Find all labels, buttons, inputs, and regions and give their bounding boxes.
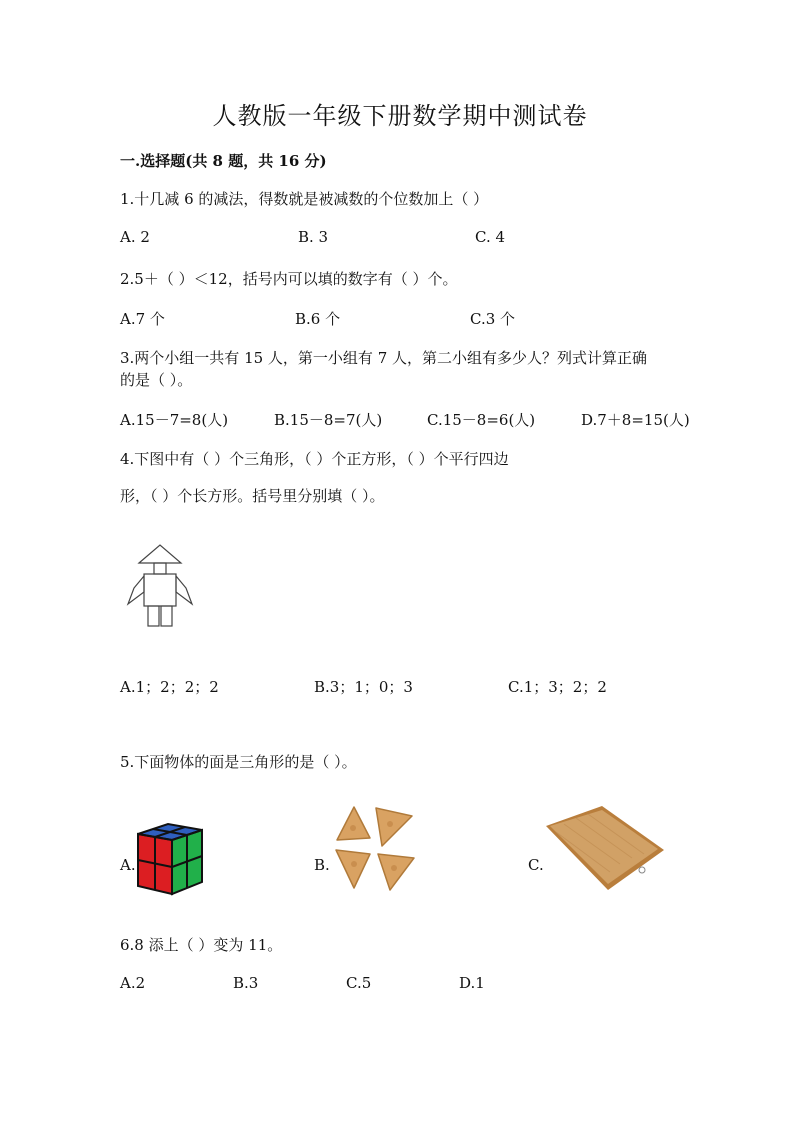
q4-option-a: A.1；2；2；2 (120, 678, 219, 696)
question-3-line-1: 3.两个小组一共有 15 人，第一小组有 7 人，第二小组有多少人？列式计算正确 (120, 349, 648, 367)
left-arm-parallelogram (128, 576, 144, 604)
q3-option-b: B.15－8=7(人) (274, 411, 383, 429)
q3-option-c: C.15－8=6(人) (427, 411, 536, 429)
q5-option-b: B. (314, 856, 330, 874)
question-4-line-1: 4.下图中有（ ）个三角形，（ ）个正方形，（ ）个平行四边 (120, 450, 509, 468)
q5-option-a: A. (120, 856, 136, 874)
head-triangle (139, 545, 181, 563)
page-title: 人教版一年级下册数学期中测试卷 (212, 102, 588, 130)
biscuit-1 (337, 807, 370, 840)
left-leg-rectangle (148, 606, 159, 626)
q1-option-c: C. 4 (475, 228, 506, 246)
q3-option-a: A.15－7=8(人) (120, 411, 229, 429)
body-square (144, 574, 176, 606)
robot-shapes-figure (124, 541, 198, 629)
q6-option-a: A.2 (120, 974, 146, 992)
question-1: 1.十几减 6 的减法，得数就是被减数的个位数加上（ ） (120, 190, 489, 208)
q2-option-a: A.7 个 (120, 310, 165, 328)
right-leg-rectangle (161, 606, 172, 626)
q2-option-b: B.6 个 (295, 310, 341, 328)
biscuit-2 (376, 808, 412, 846)
question-5: 5.下面物体的面是三角形的是（ ）。 (120, 753, 357, 771)
right-arm-parallelogram (176, 576, 192, 604)
question-2: 2.5＋（ ）＜12，括号内可以填的数字有（ ）个。 (120, 270, 458, 288)
q6-option-c: C.5 (346, 974, 372, 992)
q3-option-d: D.7＋8=15(人) (581, 411, 690, 429)
q6-option-b: B.3 (233, 974, 259, 992)
q1-option-b: B. 3 (298, 228, 329, 246)
section-heading: 一.选择题(共 8 题，共 16 分) (120, 152, 327, 170)
q4-option-c: C.1；3；2；2 (508, 678, 607, 696)
q2-option-c: C.3 个 (470, 310, 516, 328)
question-4-line-2: 形，（ ）个长方形。括号里分别填（ ）。 (120, 487, 385, 505)
question-3-line-2: 的是（ ）。 (120, 371, 193, 389)
triangle-biscuits-image (332, 804, 418, 892)
biscuit-4 (378, 854, 414, 890)
q5-option-c: C. (528, 856, 544, 874)
rubiks-cube-image (134, 820, 208, 896)
q4-option-b: B.3；1；0；3 (314, 678, 413, 696)
question-6: 6.8 添上（ ）变为 11。 (120, 936, 283, 954)
cutting-board-image (544, 804, 668, 892)
q6-option-d: D.1 (459, 974, 485, 992)
neck-square (154, 563, 166, 574)
biscuit-3 (336, 850, 370, 888)
q1-option-a: A. 2 (120, 228, 150, 246)
